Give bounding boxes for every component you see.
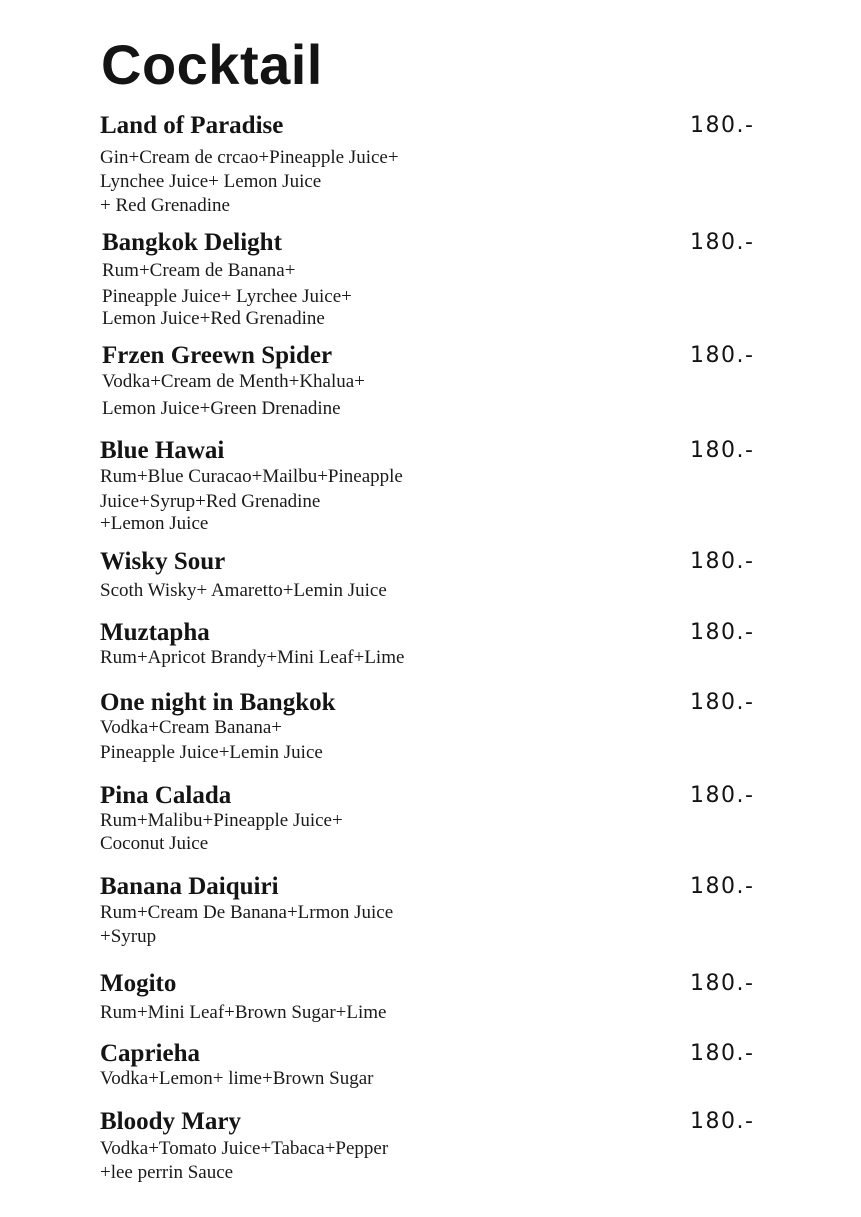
cocktail-name: Muztapha bbox=[100, 619, 210, 646]
cocktail-price: 180.- bbox=[690, 874, 755, 899]
cocktail-name: Bangkok Delight bbox=[102, 229, 282, 256]
cocktail-price: 180.- bbox=[690, 1041, 755, 1066]
cocktail-name: Banana Daiquiri bbox=[100, 873, 279, 900]
ingredient-line: +Syrup bbox=[100, 926, 157, 947]
cocktail-name: Blue Hawai bbox=[100, 437, 225, 464]
cocktail-price: 180.- bbox=[690, 549, 755, 574]
ingredient-line: +Lemon Juice bbox=[100, 513, 209, 534]
ingredient-line: Vodka+Cream Banana+ bbox=[100, 717, 283, 738]
ingredient-line: Pineapple Juice+Lemin Juice bbox=[100, 742, 323, 763]
cocktail-name: Land of Paradise bbox=[100, 112, 284, 139]
ingredient-line: Vodka+Tomato Juice+Tabaca+Pepper bbox=[100, 1138, 389, 1159]
cocktail-price: 180.- bbox=[690, 113, 755, 138]
ingredient-line: Scoth Wisky+ Amaretto+Lemin Juice bbox=[100, 580, 387, 601]
cocktail-price: 180.- bbox=[690, 230, 755, 255]
cocktail-price: 180.- bbox=[690, 971, 755, 996]
ingredient-line: Rum+Apricot Brandy+Mini Leaf+Lime bbox=[100, 647, 405, 668]
ingredient-line: Rum+Malibu+Pineapple Juice+ bbox=[100, 810, 343, 831]
ingredient-line: Vodka+Lemon+ lime+Brown Sugar bbox=[100, 1068, 374, 1089]
cocktail-price: 180.- bbox=[690, 620, 755, 645]
ingredient-line: +lee perrin Sauce bbox=[100, 1162, 234, 1183]
cocktail-price: 180.- bbox=[690, 438, 755, 463]
ingredient-line: Rum+Cream De Banana+Lrmon Juice bbox=[100, 902, 394, 923]
ingredient-line: Lemon Juice+Green Drenadine bbox=[102, 398, 341, 419]
ingredient-line: Lynchee Juice+ Lemon Juice bbox=[100, 171, 322, 192]
cocktail-name: Caprieha bbox=[100, 1040, 200, 1067]
cocktail-price: 180.- bbox=[690, 1109, 755, 1134]
cocktail-price: 180.- bbox=[690, 690, 755, 715]
cocktail-name: Wisky Sour bbox=[100, 548, 226, 575]
page-title: Cocktail bbox=[101, 33, 323, 96]
ingredient-line: Coconut Juice bbox=[100, 833, 209, 854]
ingredient-line: Pineapple Juice+ Lyrchee Juice+ bbox=[102, 286, 352, 307]
cocktail-name: Frzen Greewn Spider bbox=[102, 342, 333, 369]
ingredient-line: Rum+Blue Curacao+Mailbu+Pineapple bbox=[100, 466, 403, 487]
ingredient-line: Rum+Cream de Banana+ bbox=[102, 260, 296, 281]
cocktail-name: Pina Calada bbox=[100, 782, 232, 809]
ingredient-line: Gin+Cream de crcao+Pineapple Juice+ bbox=[100, 147, 399, 168]
cocktail-name: Bloody Mary bbox=[100, 1108, 241, 1135]
ingredient-line: Lemon Juice+Red Grenadine bbox=[102, 308, 325, 329]
ingredient-line: + Red Grenadine bbox=[100, 195, 230, 216]
cocktail-name: Mogito bbox=[100, 970, 177, 997]
cocktail-name: One night in Bangkok bbox=[100, 689, 336, 716]
cocktail-price: 180.- bbox=[690, 343, 755, 368]
ingredient-line: Rum+Mini Leaf+Brown Sugar+Lime bbox=[100, 1002, 387, 1023]
cocktail-price: 180.- bbox=[690, 783, 755, 808]
ingredient-line: Juice+Syrup+Red Grenadine bbox=[100, 491, 321, 512]
ingredient-line: Vodka+Cream de Menth+Khalua+ bbox=[102, 371, 365, 392]
